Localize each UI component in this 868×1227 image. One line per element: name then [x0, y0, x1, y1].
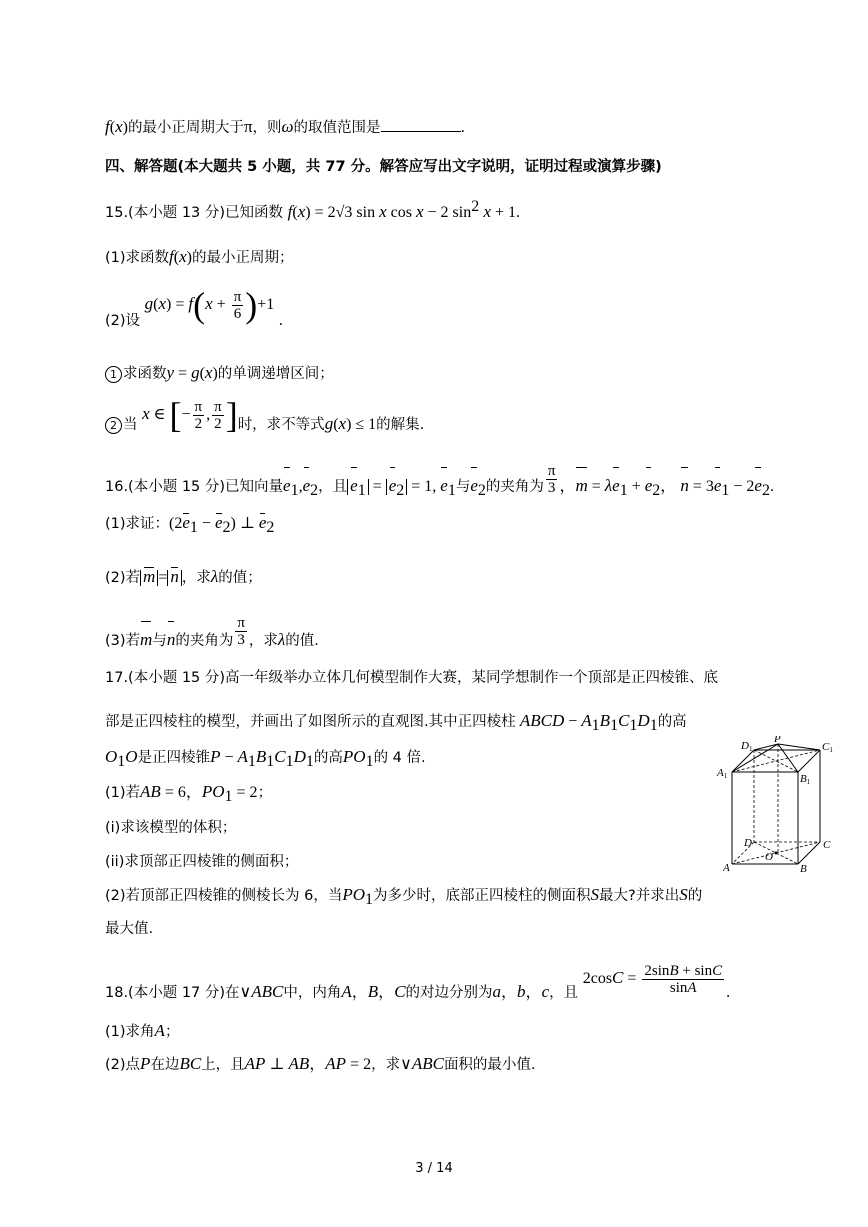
q17-part2-last: 最大值.	[105, 921, 154, 937]
section-heading: 四、解答题(本大题共 5 小题，共 77 分。解答应写出文字说明，证明过程或演算步骤)	[105, 159, 662, 175]
q15-part1-text: (1)求函数	[105, 250, 170, 266]
q17-part2-tail: 的	[687, 888, 703, 904]
carry-end: .	[460, 120, 466, 136]
label-C1: C1	[822, 741, 833, 754]
q15-sub1: 1 求函数y = g(x)的单调递增区间；	[105, 362, 334, 385]
label-P: P	[774, 736, 781, 745]
q16-part3-c: 的夹角为	[175, 633, 234, 649]
circled-2: 2	[105, 417, 122, 434]
q16-intro-d: 的夹角为	[485, 479, 544, 495]
q16-part2-text: (2)若	[105, 570, 141, 586]
q16-part1: (1)求证：$(2e_1 - e_2)$ ⊥ $e_2$	[105, 513, 275, 536]
q18-intro-b: 中，内角	[283, 985, 342, 1001]
q16-part3-text: (3)若	[105, 633, 141, 649]
prism-pyramid-figure	[712, 736, 842, 876]
q15-part1: (1)求函数f(x)的最小正周期；	[105, 247, 294, 266]
carry-text-c: 的取值范围是	[293, 120, 381, 136]
q18-intro-c: 的对边分别为	[405, 985, 493, 1001]
label-C: C	[823, 839, 831, 851]
q15-sub1-end: 的单调递增区间；	[217, 366, 334, 382]
q17-part1-end: ；	[257, 785, 273, 801]
label-B: B	[800, 863, 807, 875]
label-D1: D1	[741, 740, 753, 753]
q17-part2: (2)若顶部正四棱锥的侧棱长为 6，当$PO_1$为多少时，底部正四棱柱的侧面积S最大?并求出S的	[105, 885, 703, 908]
q16-part2-end: ，求	[181, 570, 211, 586]
q18-intro-text: 18.(本小题 17 分)在	[105, 985, 240, 1001]
q17-line1: 17.(本小题 15 分)高一年级举办立体几何模型制作大赛，某同学想制作一个顶部是正四棱锥、底	[105, 670, 719, 686]
q17-line3: $O_1O$是正四棱锥$P - A_1B_1C_1D_1$的高$PO_1$的 4 倍.	[105, 747, 426, 770]
q15-sub1-text: 求函数	[123, 366, 167, 382]
q18-part1: (1)求角A；	[105, 1021, 180, 1040]
q16-intro-b: ，且	[318, 479, 348, 495]
q15-part2-text: (2)设	[105, 313, 141, 329]
q16-part3-b: 与	[152, 633, 167, 649]
q17-part1-ii: (ii)求顶部正四棱锥的侧面积；	[105, 854, 299, 870]
q17-line2: 部是正四棱柱的模型，并画出了如图所示的直观图.其中正四棱柱 ABCD − $A_1B_1C_1D_1$的高	[105, 711, 687, 734]
q18-part2-end: 面积的最小值.	[443, 1057, 536, 1073]
q15-intro: 15.(本小题 13 分)已知函数 f(x) = 2√3 sin x cos x − 2 $\sin^2 x + 1$.	[105, 198, 521, 221]
q17-line3-b: 的高	[313, 750, 343, 766]
q17-part2-end: 最大?并求出	[599, 888, 680, 904]
page-number: 3 / 14	[415, 1161, 453, 1176]
circled-1: 1	[105, 366, 122, 383]
q15-part1-end: 的最小正周期；	[191, 250, 294, 266]
q18-part2-c: 上，且	[201, 1057, 245, 1073]
label-D: D	[744, 837, 752, 849]
label-A: A	[723, 862, 730, 874]
label-A1: A1	[717, 767, 728, 780]
q15-sub2-text: 当	[123, 417, 138, 433]
q17-part1: (1)若AB = 6，$PO_1 = 2$；	[105, 782, 273, 805]
q18-part1-end: ；	[164, 1024, 180, 1040]
q18-intro: 18.(本小题 17 分)在∨ABC中，内角A，B，C的对边分别为a，b，c，且 2cosC = $\frac{2\sin B + \sin C}{\sin A}$ .	[105, 962, 731, 1001]
q16-intro-c: 与	[455, 479, 471, 495]
q15-sub2: 2 当 x ∈ [− $\frac{\pi}{2}$ , $\frac{\pi}{2}$ ]时，求不等式g(x) ≤ 1的解集.	[105, 404, 424, 445]
q16-intro: 16.(本小题 15 分)已知向量$e_1,e_2$，且 $e_1 = e_2 = 1$, $e_1$与$e_2$的夹角为 $\frac{\pi}{3}$ ，$m = \lambda e_1 + e_2$， $n = 3e_1 - 2e_2$.	[105, 466, 774, 511]
q18-part2-b: 在边	[150, 1057, 180, 1073]
q15-sub2-mid: 时，求不等式	[237, 417, 325, 433]
q16-part3-d: ，求	[248, 633, 278, 649]
q17-part2-mid: 为多少时，底部正四棱柱的侧面积	[373, 888, 591, 904]
math-f-x: f	[105, 117, 110, 136]
q18-part2-d: ，求	[371, 1057, 401, 1073]
q16-part2-tail: 的值；	[218, 570, 262, 586]
q15-sub2-end: 的解集.	[376, 417, 425, 433]
q18-part2: (2)点P在边BC上，且AP ⊥ AB，AP = 2，求∨ABC面积的最小值.	[105, 1054, 536, 1073]
carry-over-line: f(x)的最小正周期大于π，则ω的取值范围是 .	[105, 117, 466, 136]
answer-blank	[381, 119, 461, 132]
q17-line3-c: 的 4 倍.	[373, 750, 426, 766]
q17-line2-end: 的高	[657, 714, 687, 730]
q17-part1-i: (i)求该模型的体积；	[105, 820, 237, 836]
label-O: O	[765, 851, 773, 863]
carry-text-b: ，则	[252, 120, 282, 136]
q17-part2-text: (2)若顶部正四棱锥的侧棱长为 6，当	[105, 888, 343, 904]
q18-part1-text: (1)求角	[105, 1024, 155, 1040]
q16-intro-text: 16.(本小题 15 分)已知向量	[105, 479, 284, 495]
q16-part3-end: 的值.	[285, 633, 319, 649]
q15-part2: (2)设 g(x) = f(x + $\frac{\pi}{6}$ )+1 .	[105, 285, 283, 329]
q18-part2-text: (2)点	[105, 1057, 141, 1073]
q17-line2-text: 部是正四棱柱的模型，并画出了如图所示的直观图.其中正四棱柱	[105, 714, 516, 730]
q16-part3: (3)若m与n的夹角为 $\frac{\pi}{3}$ ，求λ的值.	[105, 620, 319, 661]
q16-part2: (2)若 m = n ，求λ的值；	[105, 567, 262, 586]
q16-part1-text: (1)求证：	[105, 516, 170, 532]
q17-line3-a: 是正四棱锥	[137, 750, 211, 766]
q18-intro-d: ，且	[549, 985, 579, 1001]
q15-intro-text: 15.(本小题 13 分)已知函数	[105, 204, 284, 221]
q15-function-formula: f	[287, 201, 293, 221]
carry-text-a: 的最小正周期大于	[127, 120, 244, 136]
q17-part1-text: (1)若	[105, 785, 141, 801]
label-B1: B1	[800, 773, 811, 786]
